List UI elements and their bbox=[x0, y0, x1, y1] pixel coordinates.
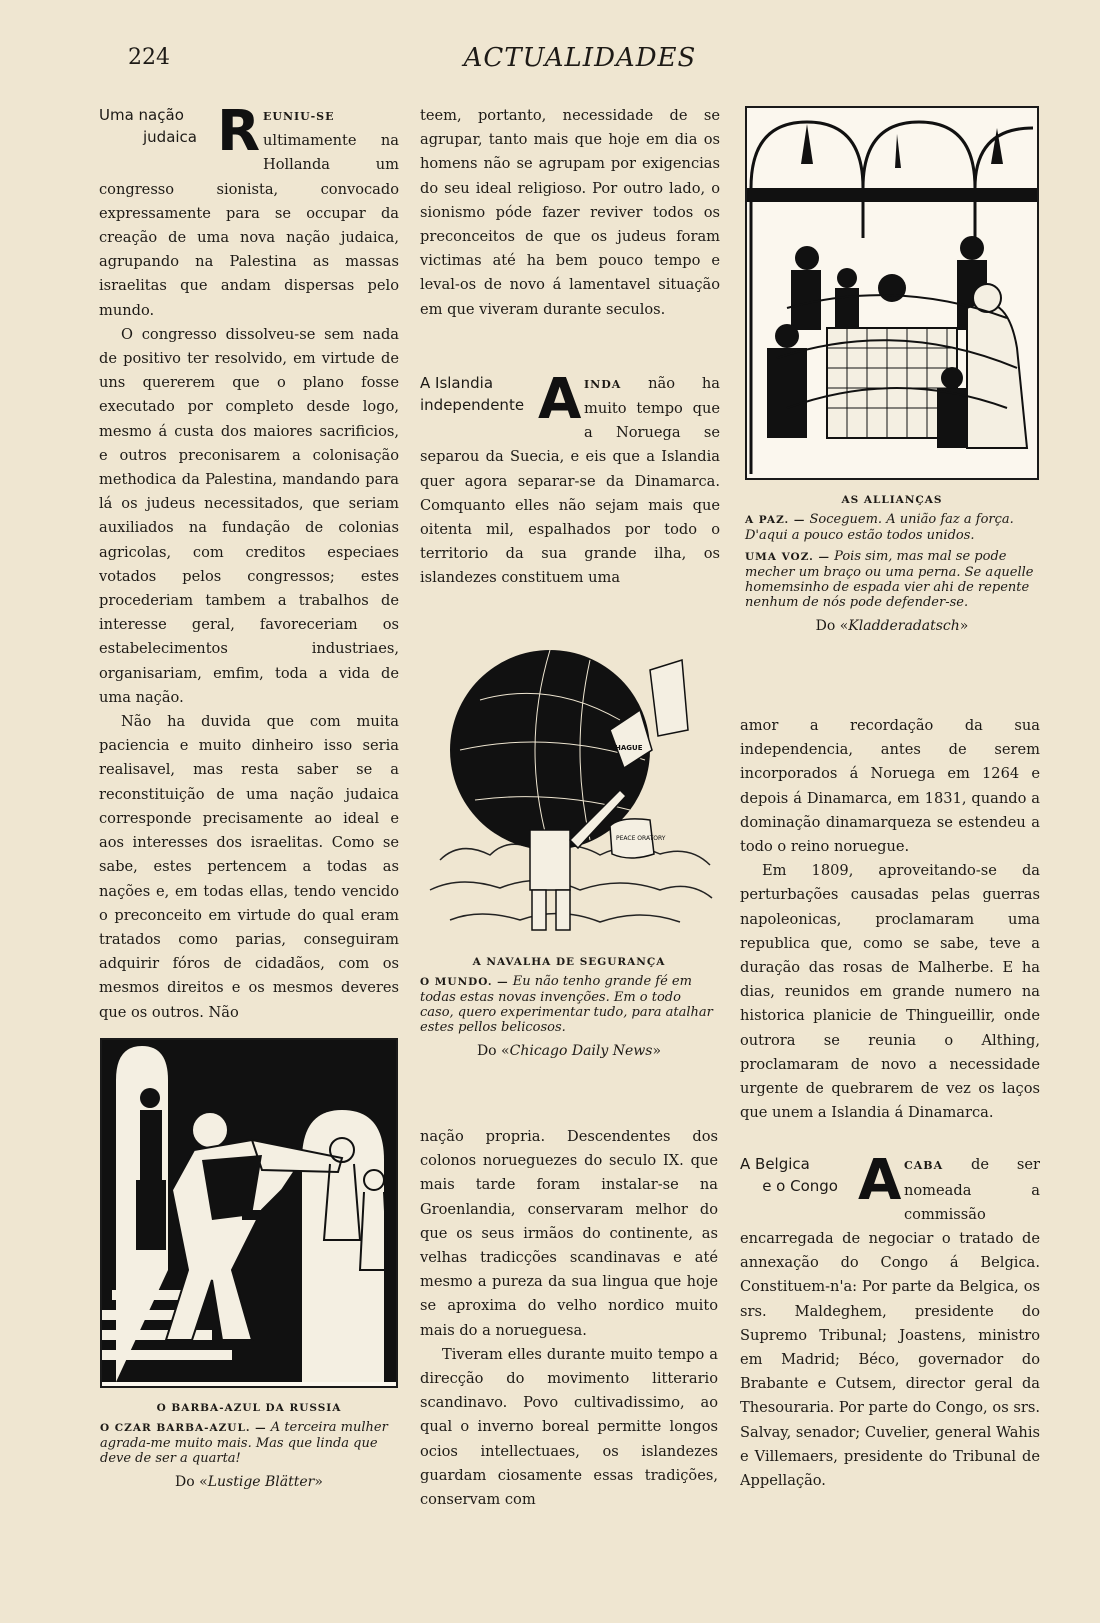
caption-speaker: O CZAR BARBA-AZUL. — bbox=[100, 1422, 267, 1434]
caption-title: A NAVALHA DE SEGURANÇA bbox=[472, 956, 666, 968]
source-suffix: » bbox=[314, 1474, 323, 1490]
caption-line: Soceguem. A união faz a força. D'aqui a pouco estão todos unidos. bbox=[745, 512, 1014, 543]
lead-in: EUNIU-SE bbox=[263, 110, 335, 123]
paragraph-text: de ser nomeada a commissão encarregada de negociar o tratado de annexação do Congo á Belgica. Constituem-n'a: Por parte da Belgica, os srs. Maldeghem, presidente do Supremo Tribunal; Joastens, ministro em Madrid; Béco, governador do Brabante e Cutsem, director geral da Thesouraria. Por parte do Congo, os srs. Salvay, senador; Cuvelier, general Wahis e Villemaers, presidente do Tribunal de Appellação. bbox=[740, 1156, 1040, 1490]
paragraph: Em 1809, aproveitando-se da perturbações causadas pelas guerras napoleonicas, proclamaram uma republica que, como se sabe, teve a duração das rosas de Malherbe. E ha dias, reunidos em grande numero na historica planicie de Thingueillir, onde outrora se reunia o Althing, proclamaram de novo a necessidade urgente de quebrarem de vez os laços que unem a Islandia á Dinamarca. bbox=[740, 862, 1040, 1122]
source-name: Chicago Daily News bbox=[509, 1043, 653, 1059]
peace-cup-label: PEACE ORATORY bbox=[616, 835, 666, 842]
paragraph: Não ha duvida que com muita paciencia e muito dinheiro isso seria realisavel, mas resta saber se a reconstituição de uma nação judaica corresponde precisamente ao ideal e aos interesses dos israelitas. Como se sabe, estes pertencem a todas as nações e, em todas ellas, tendo vencido o preconceito em virtude do qual eram tratados como parias, conseguiram adquirir fóros de cidadãos, com os mesmos direitos e os mesmos deveres que os outros. Não bbox=[99, 713, 399, 1021]
sidenote-line-2: independente bbox=[420, 395, 525, 414]
paragraph-text: não ha muito tempo que a Noruega se separou da Suecia, e eis que a Islandia quer agora separar-se da Dinamarca. Comquanto elles não sejam mais que oitenta mil, espalhados por todo o territorio da sua grande ilha, os islandezes constituem uma bbox=[420, 374, 720, 587]
lead-in: CABA bbox=[904, 1159, 944, 1173]
caption-text-1 bbox=[745, 512, 1039, 543]
source-prefix: Do « bbox=[175, 1474, 208, 1490]
source-suffix: » bbox=[959, 618, 969, 634]
caption-source bbox=[745, 618, 1039, 634]
source-prefix: Do « bbox=[476, 1043, 510, 1059]
hague-label: HAGUE bbox=[615, 744, 643, 752]
alliances-illustration bbox=[745, 106, 1039, 480]
source-name: Lustige Blätter bbox=[207, 1474, 315, 1490]
bluebeard-illustration bbox=[100, 1038, 398, 1388]
sidenote-line-2: e o Congo bbox=[762, 1177, 838, 1196]
sidenote-line-1: A Belgica bbox=[740, 1155, 810, 1174]
figure-alliances bbox=[745, 106, 1039, 634]
caption-source bbox=[100, 1474, 398, 1490]
sidenote-line-1: A Islandia bbox=[420, 373, 494, 392]
paragraph: teem, portanto, necessidade de se agrupar, tanto mais que hoje em dia os homens não se agrupam por exigencias do seu ideal religioso. Por outro lado, o sionismo póde fazer reviver todos os preconceitos de que os judeus foram victimas até ha bem pouco tempo e leval-os de novo á lamentavel situação em que viveram durante seculos. bbox=[420, 107, 720, 318]
column-2-bottom bbox=[420, 1125, 718, 1512]
drop-cap: A bbox=[538, 371, 582, 432]
lead-in: INDA bbox=[584, 377, 622, 391]
caption-line: Eu não tenho grande fé em todas estas novas invenções. Em o todo caso, quero experimentar tudo, para atalhar estes pellos belicosos. bbox=[420, 974, 713, 1035]
source-prefix: Do « bbox=[815, 618, 849, 634]
alliances-drawing bbox=[747, 108, 1037, 474]
sidenote-jewish-nation bbox=[99, 104, 203, 148]
caption-line: Pois sim, mas mal se pode mecher um braço ou uma perna. Se aquelle homemsinho de espada vier ahi de repente nenhum de nós pode defender-se. bbox=[745, 549, 1034, 610]
sidenote-iceland bbox=[420, 372, 524, 416]
sidenote-line-1: Uma nação bbox=[99, 106, 184, 124]
caption-title: O BARBA-AZUL DA RUSSIA bbox=[156, 1402, 342, 1414]
bluebeard-drawing bbox=[102, 1040, 396, 1382]
figure-safety-razor bbox=[420, 640, 718, 1059]
caption-text-2 bbox=[745, 549, 1039, 610]
paragraph: nação propria. Descendentes dos colonos norueguezes do seculo IX. que mais tarde foram instalar-se na Groenlandia, conservaram melhor do que os seus irmãos do continente, as velhas tradicções scandinavas e até mesmo a pureza da sua lingua que hoje se aproxima do velho nordico muito mais do a norueguesa. bbox=[420, 1128, 718, 1339]
article-belgium-congo bbox=[740, 1153, 1040, 1493]
page-number: 224 bbox=[128, 45, 170, 70]
paragraph: O congresso dissolveu-se sem nada de positivo ter resolvido, em virtude de uns quererem que o plano fosse executado por completo desde logo, mesmo á custa dos maiores sacrificios, e outros preconisarem a colonisação methodica da Palestina, mandando para lá os judeus necessitados, que seriam auxiliados na fundação de colonias agricolas, com creditos especiaes votados pelos congressos; estes procederiam tambem a trabalhos de interesse geral, favoreceriam os estabelecimentos industriaes, organisariam, emfim, toda a vida de uma nação. bbox=[99, 325, 399, 706]
sidenote-line-2: judaica bbox=[143, 128, 197, 146]
razor-drawing bbox=[420, 640, 718, 950]
source-name: Kladderadatsch bbox=[848, 618, 960, 634]
figure-bluebeard bbox=[100, 1038, 398, 1490]
running-head: ACTUALIDADES bbox=[463, 43, 697, 73]
caption-title: AS ALLIANÇAS bbox=[841, 494, 943, 506]
paragraph-text: ultimamente na Hollanda um congresso sionista, convocado expressamente para se occupar da creação de uma nova nação judaica, agrupando na Palestina as massas israelitas que andam dispersas pelo mundo. bbox=[99, 132, 399, 319]
column-1 bbox=[99, 104, 399, 1025]
drop-cap: A bbox=[858, 1153, 902, 1214]
caption-speaker: O MUNDO. — bbox=[420, 976, 509, 988]
column-2 bbox=[420, 104, 720, 591]
caption-speaker: A PAZ. — bbox=[745, 514, 806, 526]
caption-speaker: UMA VOZ. — bbox=[745, 551, 830, 563]
article-iceland bbox=[420, 372, 720, 591]
caption-text bbox=[420, 974, 718, 1035]
column-3 bbox=[740, 714, 1040, 1493]
paragraph: amor a recordação da sua independencia, antes de serem incorporados á Noruega em 1264 e depois á Dinamarca, em 1831, quando a dominação dinamarqueza se estendeu a todo o reino noruegue. bbox=[740, 717, 1040, 856]
sidenote-belgium-congo bbox=[740, 1153, 844, 1197]
drop-cap: R bbox=[217, 104, 261, 164]
paragraph: Tiveram elles durante muito tempo a direcção do movimento litterario scandinavo. Povo cultivadissimo, ao qual o inverno boreal permitte longos ocios intellectuaes, os islandezes guardam ciosamente essas tradições, conservam com bbox=[420, 1345, 718, 1509]
caption-source bbox=[420, 1043, 718, 1059]
article-jewish-nation bbox=[99, 104, 399, 1025]
source-suffix: » bbox=[652, 1043, 662, 1059]
caption-text bbox=[100, 1420, 398, 1466]
caption-line: A terceira mulher agrada-me muito mais. Mas que linda que deve de ser a quarta! bbox=[100, 1420, 388, 1466]
